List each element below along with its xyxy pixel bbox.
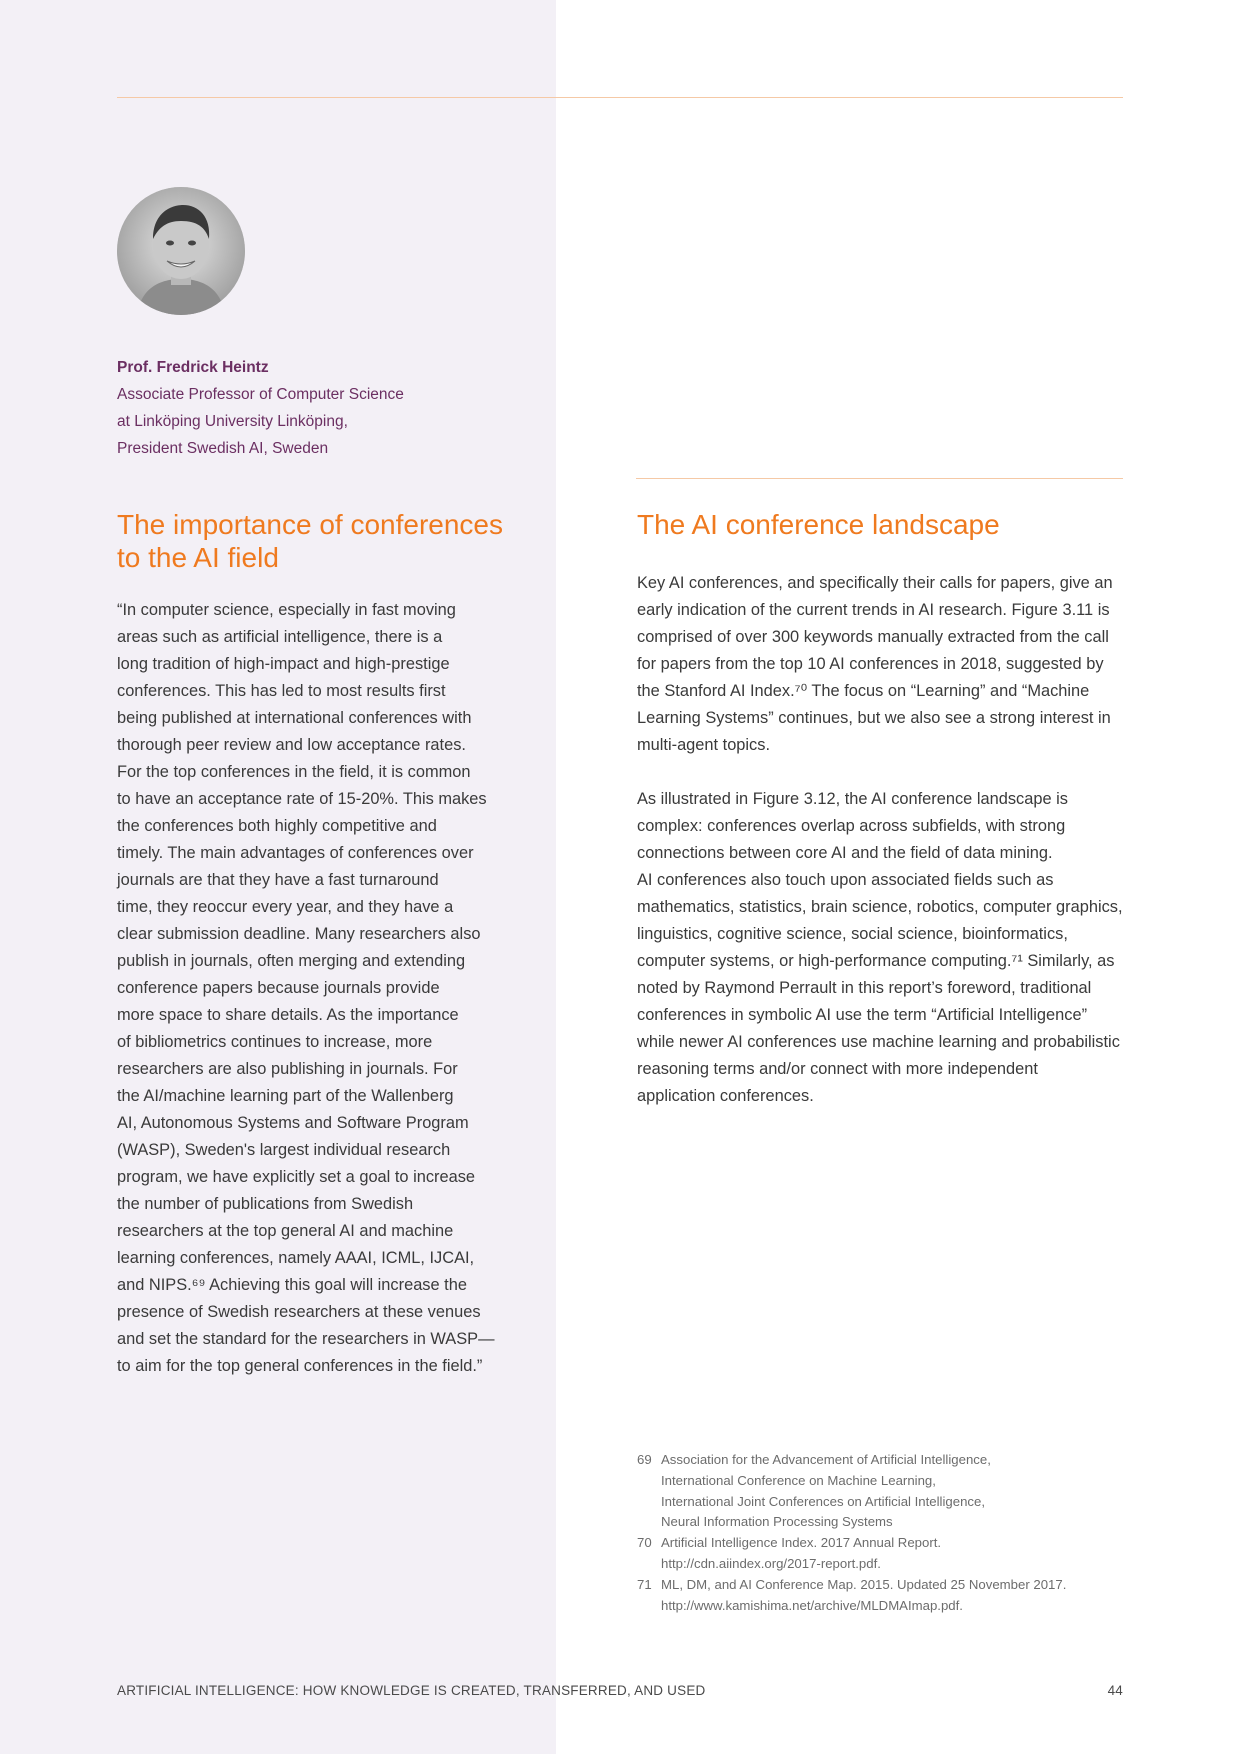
quote-line: presence of Swedish researchers at these venues	[117, 1303, 481, 1321]
interview-quote	[117, 597, 537, 1380]
quote-line: AI, Autonomous Systems and Software Program	[117, 1114, 469, 1132]
quote-line: For the top conferences in the field, it is common	[117, 763, 471, 781]
footnote-line: International Joint Conferences on Artificial Intelligence,	[661, 1493, 986, 1509]
paragraph-line: noted by Raymond Perrault in this report’s foreword, traditional	[637, 979, 1092, 997]
paragraph-line: Learning Systems” continues, but we also see a strong interest in	[637, 709, 1111, 727]
page-footer	[117, 1683, 1123, 1698]
quote-line: more space to share details. As the importance	[117, 1006, 459, 1024]
footnote-line: http://www.kamishima.net/archive/MLDMAImap.pdf.	[661, 1597, 963, 1613]
footnote-line: International Conference on Machine Learning,	[661, 1472, 936, 1488]
right-body	[637, 570, 1123, 1137]
paragraph-line: complex: conferences overlap across subfields, with strong	[637, 817, 1066, 835]
quote-line: the AI/machine learning part of the Wallenberg	[117, 1087, 454, 1105]
portrait-image	[117, 187, 245, 315]
quote-line: thorough peer review and low acceptance rates.	[117, 736, 466, 754]
footnote-70	[637, 1533, 1123, 1575]
quote-line: “In computer science, especially in fast moving	[117, 601, 456, 619]
paragraph-line: early indication of the current trends in AI research. Figure 3.11 is	[637, 601, 1110, 619]
left-heading-line: The importance of conferences	[117, 509, 503, 540]
author-title-line: President Swedish AI, Sweden	[117, 440, 329, 457]
footnotes	[637, 1450, 1123, 1616]
top-divider	[117, 97, 1123, 98]
quote-line: researchers are also publishing in journals. For	[117, 1060, 458, 1078]
paragraph-line: while newer AI conferences use machine learning and probabilistic	[637, 1033, 1120, 1051]
paragraph-line: Key AI conferences, and specifically their calls for papers, give an	[637, 574, 1113, 592]
footnote-number: 70	[637, 1535, 652, 1551]
footer-title: ARTIFICIAL INTELLIGENCE: HOW KNOWLEDGE IS CREATED, TRANSFERRED, AND USED	[117, 1683, 706, 1698]
footnote-number: 69	[637, 1452, 652, 1467]
left-heading-line: to the AI field	[117, 542, 279, 573]
footnote-number: 71	[637, 1576, 652, 1592]
quote-line: learning conferences, namely AAAI, ICML, IJCAI,	[117, 1249, 475, 1267]
quote-line: and NIPS.⁶⁹ Achieving this goal will increase the	[117, 1276, 467, 1294]
right-column-divider	[636, 478, 1123, 479]
quote-line: journals are that they have a fast turnaround	[117, 871, 439, 889]
quote-line: conference papers because journals provide	[117, 979, 440, 997]
quote-line: conferences. This has led to most results first	[117, 682, 446, 700]
author-title-line: at Linköping University Linköping,	[117, 413, 348, 430]
paragraph-line: As illustrated in Figure 3.12, the AI conference landscape is	[637, 790, 1068, 808]
left-heading	[117, 508, 537, 574]
quote-line: time, they reoccur every year, and they have a	[117, 898, 454, 916]
right-paragraph-1	[637, 570, 1123, 759]
footnote-line: http://cdn.aiindex.org/2017-report.pdf.	[661, 1555, 881, 1571]
author-portrait	[117, 187, 245, 315]
footnote-text	[661, 1575, 1066, 1617]
footnote-line: Neural Information Processing Systems	[661, 1514, 893, 1530]
quote-line: to have an acceptance rate of 15-20%. This makes	[117, 790, 487, 808]
quote-line: clear submission deadline. Many researchers also	[117, 925, 481, 943]
paragraph-line: the Stanford AI Index.⁷⁰ The focus on “Learning” and “Machine	[637, 682, 1090, 700]
paragraph-line: conferences in symbolic AI use the term “Artificial Intelligence”	[637, 1006, 1088, 1024]
paragraph-line: mathematics, statistics, brain science, robotics, computer graphics,	[637, 898, 1123, 916]
footnote-line: Artificial Intelligence Index. 2017 Annual Report.	[661, 1535, 942, 1551]
paragraph-line: application conferences.	[637, 1087, 814, 1105]
right-heading: The AI conference landscape	[637, 509, 1000, 540]
quote-line: being published at international conferences with	[117, 709, 472, 727]
quote-line: of bibliometrics continues to increase, more	[117, 1033, 433, 1051]
quote-line: and set the standard for the researchers in WASP—	[117, 1330, 495, 1348]
paragraph-line: reasoning terms and/or connect with more independent	[637, 1060, 1038, 1078]
footnote-line: Association for the Advancement of Artificial Intelligence,	[661, 1452, 991, 1467]
paragraph-line: connections between core AI and the field of data mining.	[637, 844, 1053, 862]
quote-line: long tradition of high-impact and high-prestige	[117, 655, 450, 673]
footnote-71	[637, 1575, 1123, 1617]
quote-line: program, we have explicitly set a goal to increase	[117, 1168, 476, 1186]
quote-line: (WASP), Sweden's largest individual research	[117, 1141, 451, 1159]
footnote-text	[661, 1450, 991, 1533]
paragraph-line: computer systems, or high-performance computing.⁷¹ Similarly, as	[637, 952, 1115, 970]
quote-line: the number of publications from Swedish	[117, 1195, 414, 1213]
author-title-line: Associate Professor of Computer Science	[117, 386, 404, 403]
footnote-text	[661, 1533, 941, 1575]
quote-line: areas such as artificial intelligence, there is a	[117, 628, 443, 646]
author-name: Prof. Fredrick Heintz	[117, 359, 269, 376]
paragraph-line: comprised of over 300 keywords manually extracted from the call	[637, 628, 1109, 646]
footnote-69	[637, 1450, 1123, 1533]
paragraph-line: AI conferences also touch upon associated fields such as	[637, 871, 1054, 889]
footnote-line: ML, DM, and AI Conference Map. 2015. Updated 25 November 2017.	[661, 1576, 1067, 1592]
quote-line: timely. The main advantages of conferences over	[117, 844, 474, 862]
quote-line: researchers at the top general AI and machine	[117, 1222, 454, 1240]
paragraph-line: linguistics, cognitive science, social science, bioinformatics,	[637, 925, 1068, 943]
page-number: 44	[1107, 1683, 1123, 1698]
quote-line: the conferences both highly competitive and	[117, 817, 437, 835]
paragraph-line: multi-agent topics.	[637, 736, 771, 754]
quote-line: to aim for the top general conferences in the field.”	[117, 1357, 483, 1375]
quote-line: publish in journals, often merging and extending	[117, 952, 466, 970]
author-block	[117, 354, 537, 462]
right-paragraph-2	[637, 786, 1123, 1110]
paragraph-line: for papers from the top 10 AI conferences in 2018, suggested by	[637, 655, 1104, 673]
